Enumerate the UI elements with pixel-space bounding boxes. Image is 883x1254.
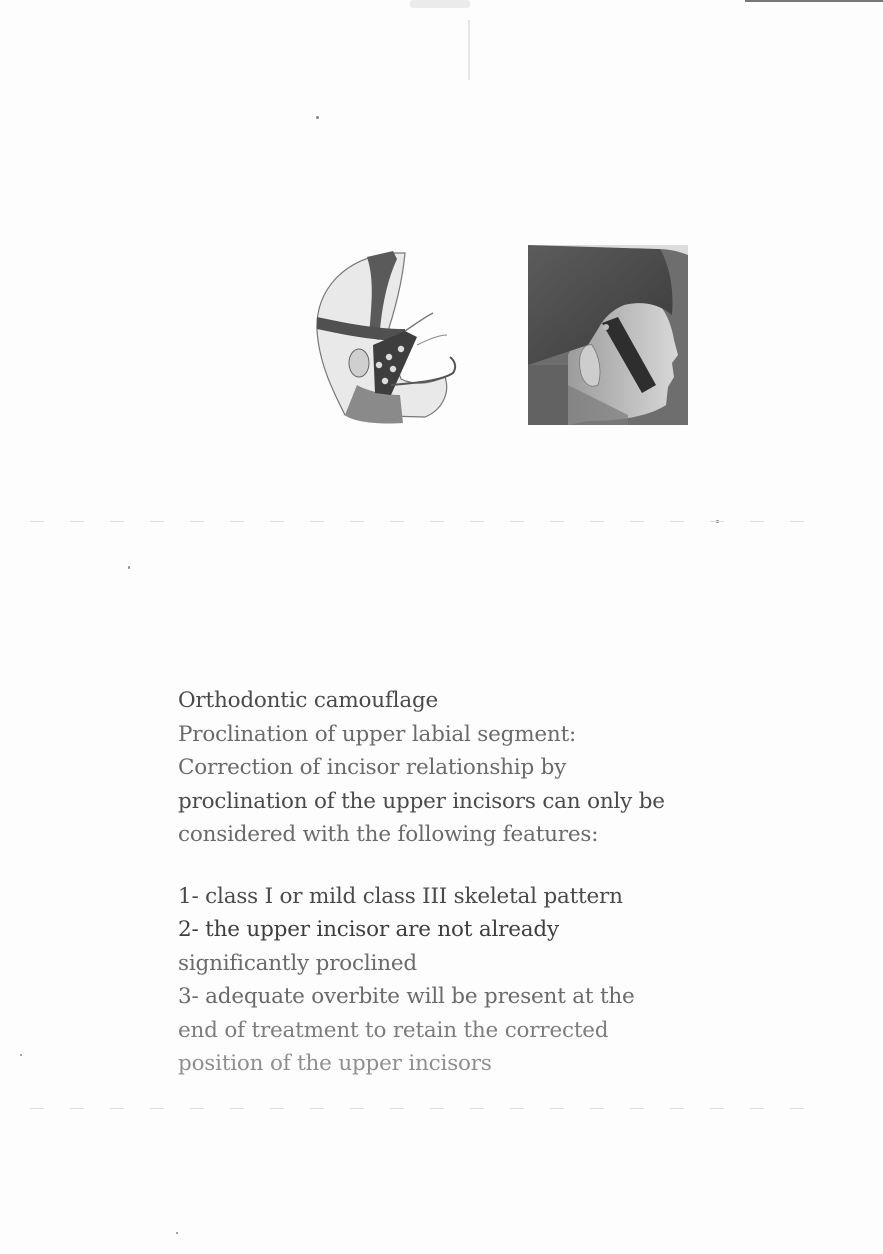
profile-photo-headgear-icon <box>528 245 688 425</box>
scan-smudge <box>400 0 480 90</box>
scan-edge-line <box>745 0 883 2</box>
intro-line-1: Proclination of upper labial segment: <box>178 721 577 747</box>
scan-speck <box>20 1054 22 1056</box>
intro-line-4: considered with the following features: <box>178 822 599 847</box>
headgear-diagram-figure <box>305 245 465 425</box>
scan-rule <box>30 1108 830 1109</box>
list-line-3: significantly proclined <box>178 950 417 976</box>
headgear-diagram-icon <box>305 245 465 425</box>
list-line-6: position of the upper incisors <box>178 1051 492 1076</box>
list-line-1: 1- class I or mild class III skeletal pattern <box>178 883 623 909</box>
document-heading: Orthodontic camouflage <box>178 688 439 713</box>
intro-line-3: proclination of the upper incisors can only be <box>178 788 665 814</box>
scan-speck <box>176 1232 178 1234</box>
scan-rule <box>30 521 830 522</box>
profile-photo-figure <box>528 245 688 425</box>
scan-speck <box>316 116 319 119</box>
list-line-5: end of treatment to retain the corrected <box>178 1017 609 1043</box>
document-text <box>178 684 738 1081</box>
list-line-4: 3- adequate overbite will be present at the <box>178 984 635 1009</box>
scan-speck <box>128 566 130 569</box>
list-line-2: 2- the upper incisor are not already <box>178 917 559 942</box>
paragraph-gap <box>178 852 738 880</box>
intro-line-2: Correction of incisor relationship by <box>178 755 567 780</box>
